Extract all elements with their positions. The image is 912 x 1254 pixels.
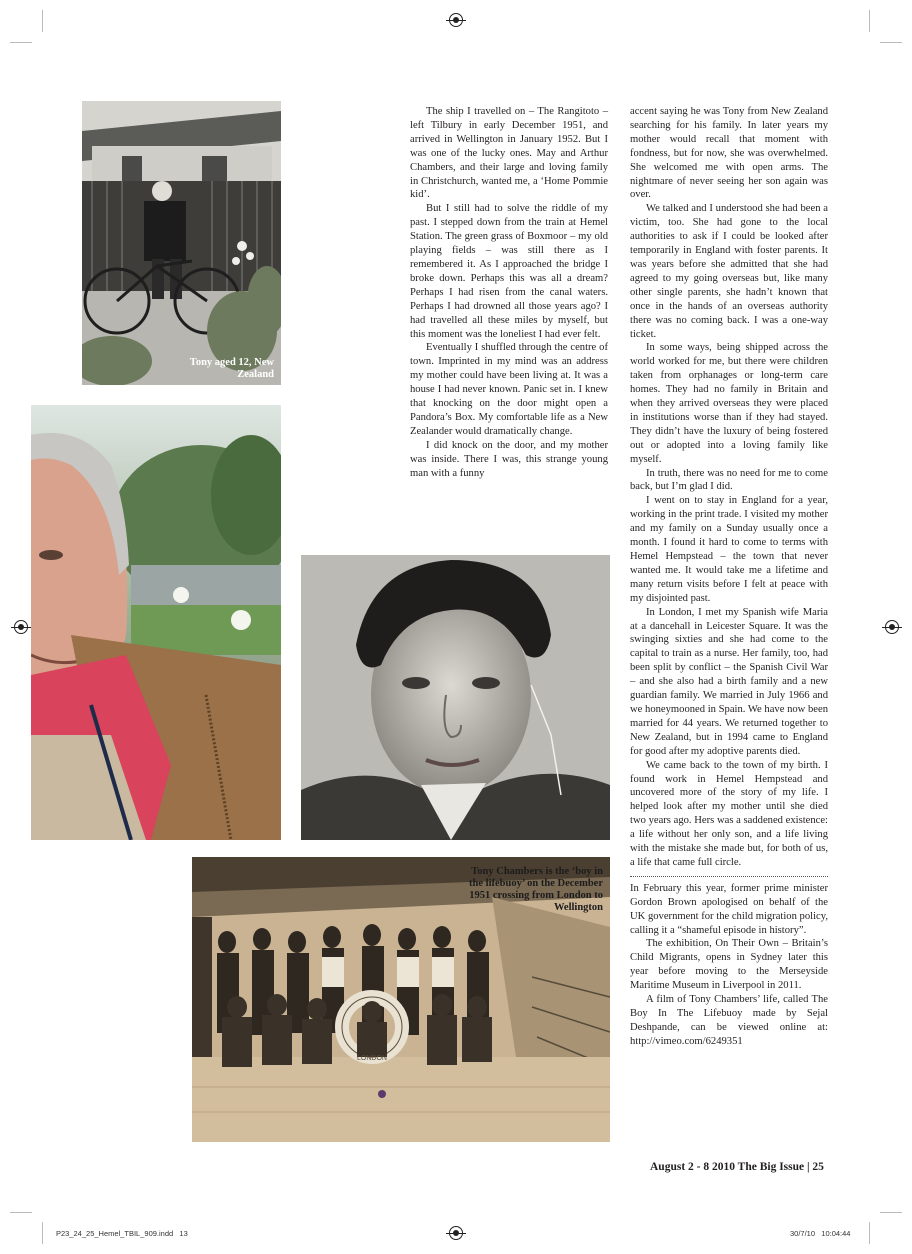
crop-mark <box>10 42 32 43</box>
paragraph: The exhibition, On Their Own – Britain’s Child Migrants, opens in Sydney later this year before moving to the Merseyside Maritime Museum in Liverpool in 2011. <box>630 938 828 992</box>
paragraph: Eventually I shuffled through the centre of town. Imprinted in my mind was an address my mother could have been living at. It was a house I had never known. Panic set in. I knew that knocking on the door might open a Pandora’s Box. My comfortable life as a New Zealander would dramatically change. <box>410 342 608 437</box>
paragraph: In February this year, former prime minister Gordon Brown apologised on behalf of the UK government for the child migration policy, calling it a “shameful episode in history”. <box>630 882 828 936</box>
paragraph: But I still had to solve the riddle of my past. I stepped down from the train at Hemel Station. The green grass of Boxmoor – my old playing fields – was still there as I remembered it. As I approached the bridge I broke down. Perhaps this was all a dream? Perhaps I had risen from the canal waters. Perhaps I had drowned all those years ago? I had travelled all these miles by myself, but this moment was the loneliest I had ever felt. <box>410 203 608 340</box>
crop-mark <box>880 1212 902 1213</box>
registration-mark-icon <box>885 620 899 634</box>
paragraph: I did knock on the door, and my mother was inside. There I was, this strange young man with a funny <box>410 439 608 479</box>
dotted-divider <box>630 876 828 877</box>
crop-mark <box>880 42 902 43</box>
lifebuoy-label: LONDON <box>357 1055 387 1062</box>
paragraph: accent saying he was Tony from New Zealand searching for his family. In later years my mother would recall that moment with fondness, but for now, she was overwhelmed. She welcomed me with open arms. The nightmare of never seeing her son again was over. <box>630 106 828 201</box>
paragraph: In truth, there was no need for me to come back, but I’m glad I did. <box>630 467 828 493</box>
article-column-2 <box>630 105 828 1049</box>
page-folio <box>650 1161 824 1173</box>
paragraph: We came back to the town of my birth. I found work in Hemel Hempstead and uncovered more of the story of my life. I helped look after my mother until she died two years ago. Hers was a saddened existence: a life without her only son, and a life living with the mistake she made but, for both of us, a life that came full circle. <box>630 759 828 868</box>
folio-date: August 2 - 8 2010 <box>650 1161 735 1173</box>
paragraph: The ship I travelled on – The Rangitoto – left Tilbury in early December 1951, and arrived in Wellington in January 1952. But I was one of the lucky ones. May and Arthur Chambers, and their large and loving family in Christchurch, wanted me, a ‘Home Pommie kid’. <box>410 106 608 201</box>
photo-boy-portrait <box>301 555 610 840</box>
print-slug-filename: P23_24_25_Hemel_TBIL_909.indd 13 <box>56 1229 188 1238</box>
photo-caption-bicycle: Tony aged 12, New Zealand <box>189 357 274 380</box>
paragraph: We talked and I understood she had been a victim, too. She had gone to the local authorities to ask if I could be looked after temporarily in England with foster parents. It was years before she admitted that she had agreed to my going overseas but, like many other single parents, she hadn’t known that once in the hands of an overseas authority there was no coming back. I was a one-way ticket. <box>630 203 828 340</box>
crop-mark <box>42 1222 43 1244</box>
folio-separator: | <box>807 1161 810 1173</box>
paragraph: I went on to stay in England for a year, working in the print trade. I visited my mother and my family on a Sunday usually once a month. I found it hard to come to terms with Hemel Hempstead – the town that never wanted me. It would take me a lifetime and many return visits before I felt at peace with my disjointed past. <box>630 495 828 604</box>
paragraph: A film of Tony Chambers’ life, called The Boy In The Lifebuoy made by Sejal Deshpande, can be viewed online at: http://vimeo.com/6249351 <box>630 994 828 1047</box>
crop-mark <box>10 1212 32 1213</box>
page-number: 25 <box>812 1161 824 1173</box>
crop-mark <box>42 10 43 32</box>
registration-mark-icon <box>449 13 463 27</box>
paragraph: In London, I met my Spanish wife Maria at a dancehall in Leicester Square. It was the swinging sixties and she had come to the capital to train as a nurse. Her family, too, had been split by conflict – the Spanish Civil War – and she also had a birth family and a new guardian family. We married in July 1966 and we honeymooned in Spain. We have now been married for 44 years. We returned together to New Zealand, but in 1994 came to England for good after my adoptive parents died. <box>630 606 828 757</box>
registration-mark-icon <box>449 1226 463 1240</box>
paragraph: In some ways, being shipped across the world worked for me, but there were children taken from orphanages or long-term care homes. They had no family in Britain and when they arrived overseas they were placed in institutions worse than if they had stayed. They didn’t have the luxury of being fostered out or adopted into a loving family like myself. <box>630 342 828 465</box>
photo-caption-ship: Tony Chambers is the ‘boy in the lifebuoy’ on the December 1951 crossing from London to Wellington <box>469 866 603 913</box>
photo-tony-portrait <box>31 405 281 840</box>
folio-magazine: The Big Issue <box>737 1161 805 1173</box>
crop-mark <box>869 10 870 32</box>
registration-mark-icon <box>14 620 28 634</box>
photo-tony-bicycle <box>82 101 281 385</box>
article-column-1 <box>410 105 608 480</box>
print-slug-timestamp: 30/7/10 10:04:44 <box>790 1229 851 1238</box>
crop-mark <box>869 1222 870 1244</box>
